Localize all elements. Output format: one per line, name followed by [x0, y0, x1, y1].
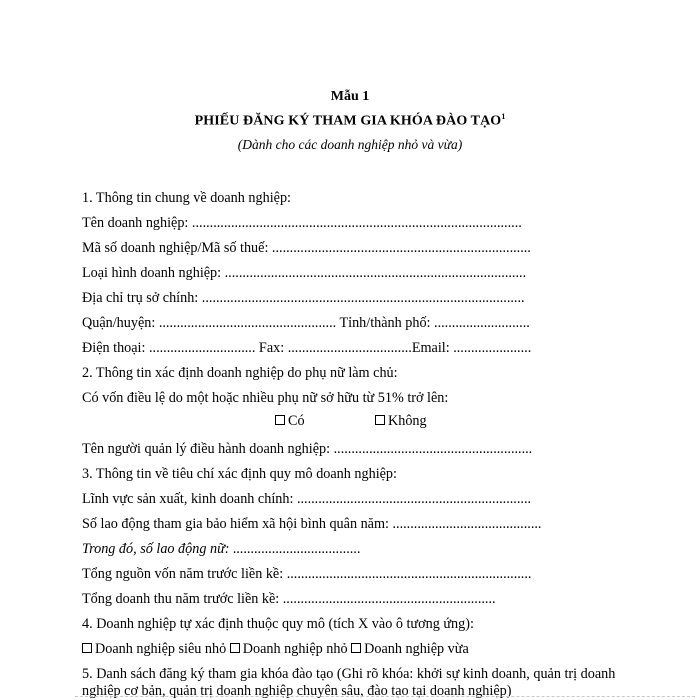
- address-field: Địa chỉ trụ sở chính: ...........................................................................................: [82, 290, 525, 306]
- option-micro-label: Doanh nghiệp siêu nhỏ: [95, 641, 227, 657]
- option-yes-label: Có: [288, 413, 305, 429]
- section4-heading: 4. Doanh nghiệp tự xác định thuộc quy mô (tích X vào ô tương ứng):: [82, 616, 474, 632]
- form-title: [0, 112, 700, 130]
- size-options-row: [82, 640, 682, 658]
- section5-heading-line1: 5. Danh sách đăng ký tham gia khóa đào tạo (Ghi rõ khóa: khởi sự kinh doanh, quản trị doanh: [82, 666, 616, 682]
- district-province-field: Quận/huyện: .................................................. Tỉnh/thành phố: ...........................: [82, 315, 530, 331]
- total-capital-field: Tổng nguồn vốn năm trước liền kề: .....................................................................: [82, 566, 532, 582]
- section1-heading: 1. Thông tin chung về doanh nghiệp:: [82, 190, 291, 206]
- option-yes[interactable]: [275, 413, 305, 430]
- female-workers-field: Trong đó, số lao động nữ: ....................................: [82, 541, 361, 557]
- option-small-label: Doanh nghiệp nhỏ: [242, 641, 348, 657]
- checkbox-no[interactable]: [375, 415, 385, 425]
- manager-name-field: Tên người quản lý điều hành doanh nghiệp: ........................................................: [82, 441, 533, 457]
- option-medium-label: Doanh nghiệp vừa: [364, 641, 469, 657]
- tax-code-field: Mã số doanh nghiệp/Mã số thuế: .........................................................................: [82, 240, 531, 256]
- checkbox-small[interactable]: [230, 643, 240, 653]
- contact-field: Điện thoại: .............................. Fax: ...................................Email: ......................: [82, 340, 532, 356]
- option-no[interactable]: [375, 413, 427, 430]
- checkbox-micro[interactable]: [82, 643, 92, 653]
- option-no-label: Không: [388, 413, 427, 429]
- company-name-field: Tên doanh nghiệp: .............................................................................................: [82, 215, 522, 231]
- form-number: Mẫu 1: [330, 89, 370, 104]
- option-small[interactable]: [230, 641, 348, 657]
- section5-heading-line2: nghiệp cơ bản, quản trị doanh nghiệp chuyên sâu, đào tạo tại doanh nghiệp): [82, 683, 512, 699]
- total-revenue-field: Tổng doanh thu năm trước liền kề: ............................................................: [82, 591, 496, 607]
- page-bottom-divider: [75, 696, 695, 697]
- option-micro[interactable]: [82, 641, 226, 657]
- main-field-field: Lĩnh vực sản xuất, kinh doanh chính: ..................................................................: [82, 491, 532, 507]
- insured-workers-field: Số lao động tham gia bảo hiểm xã hội bình quân năm: ..........................................: [82, 516, 542, 532]
- checkbox-medium[interactable]: [351, 643, 361, 653]
- ownership-question: Có vốn điều lệ do một hoặc nhiều phụ nữ sở hữu từ 51% trở lên:: [82, 390, 449, 406]
- section3-heading: 3. Thông tin về tiêu chí xác định quy mô doanh nghiệp:: [82, 466, 397, 482]
- option-medium[interactable]: [351, 641, 469, 657]
- section2-heading: 2. Thông tin xác định doanh nghiệp do phụ nữ làm chủ:: [82, 365, 398, 381]
- title-footnote-marker: 1: [501, 112, 506, 121]
- form-subtitle: (Dành cho các doanh nghiệp nhỏ và vừa): [237, 137, 463, 152]
- company-type-field: Loại hình doanh nghiệp: .....................................................................................: [82, 265, 527, 281]
- checkbox-yes[interactable]: [275, 415, 285, 425]
- form-title-text: PHIẾU ĐĂNG KÝ THAM GIA KHÓA ĐÀO TẠO: [194, 113, 502, 129]
